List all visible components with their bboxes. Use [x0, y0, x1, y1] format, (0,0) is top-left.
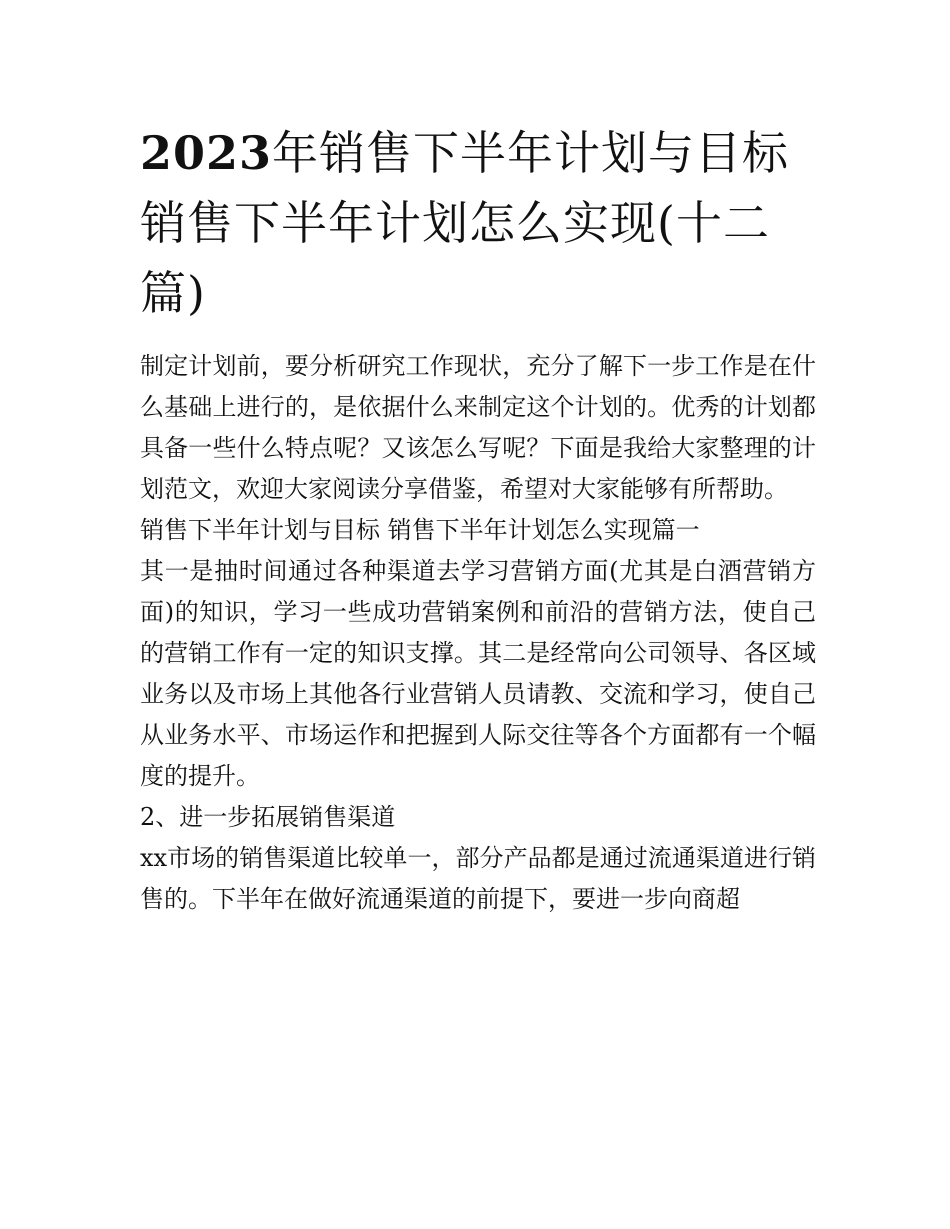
document-body: [140, 118, 816, 920]
body-paragraph: xx市场的销售渠道比较单一，部分产品都是通过流通渠道进行销售的。下半年在做好流通渠道的前提下，要进一步向商超: [140, 844, 816, 913]
section-heading: 销售下半年计划与目标 销售下半年计划怎么实现篇一: [140, 516, 700, 544]
body-paragraph: 其一是抽时间通过各种渠道去学习营销方面(尤其是白酒营销方面)的知识，学习一些成功营销案例和前沿的营销方法，使自己的营销工作有一定的知识支撑。其二是经常向公司领导、各区域业务以及市场上其他各行业营销人员请教、交流和学习，使自己从业务水平、市场运作和把握到人际交往等各个方面都有一个幅度的提升。: [140, 557, 816, 790]
subsection-heading: 2、进一步拓展销售渠道: [140, 803, 396, 831]
title-year: 2023: [140, 126, 273, 180]
document-title: [140, 118, 816, 328]
title-text: 年销售下半年计划与目标 销售下半年计划怎么实现(十二篇): [140, 126, 790, 320]
intro-paragraph: 制定计划前，要分析研究工作现状，充分了解下一步工作是在什么基础上进行的，是依据什么来制定这个计划的。优秀的计划都具备一些什么特点呢？又该怎么写呢？下面是我给大家整理的计划范文，欢迎大家阅读分享借鉴，希望对大家能够有所帮助。: [140, 352, 816, 503]
